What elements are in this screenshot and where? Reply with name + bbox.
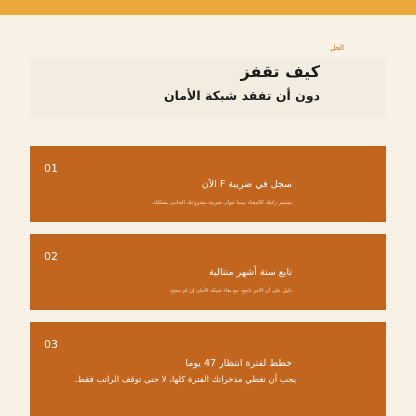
step-body: يجب أن تغطي مدخراتك الفترة كلها، لا حتى توقف الراتب فقط. [74,375,296,385]
step-title: خطط لفترة انتظار 47 يوما [185,358,292,369]
step-description: دليل على أن الأمر ناجح، مع بقاء شبكة الأمان إن لم ينجح. [169,288,292,294]
step-description: يستمر راتبك كالمعتاد بينما تتولى ضريبة مشروعك الجانبي بشكلك. [151,200,292,206]
step-card-1 [30,146,386,222]
top-accent-bar [0,0,416,15]
step-card-3 [30,322,386,416]
step-number: 01 [44,162,58,175]
step-number: 03 [44,338,58,351]
section-eyebrow: الحل [330,44,344,52]
page-subtitle: دون أن تفقد شبكة الأمان [163,88,320,103]
page-title: كيف تقفز [240,62,320,81]
step-title: سجل في ضريبة F الآن [201,179,292,190]
step-title: تابع ستة أشهر متتالية [208,267,292,278]
step-number: 02 [44,250,58,263]
step-card-2 [30,234,386,310]
